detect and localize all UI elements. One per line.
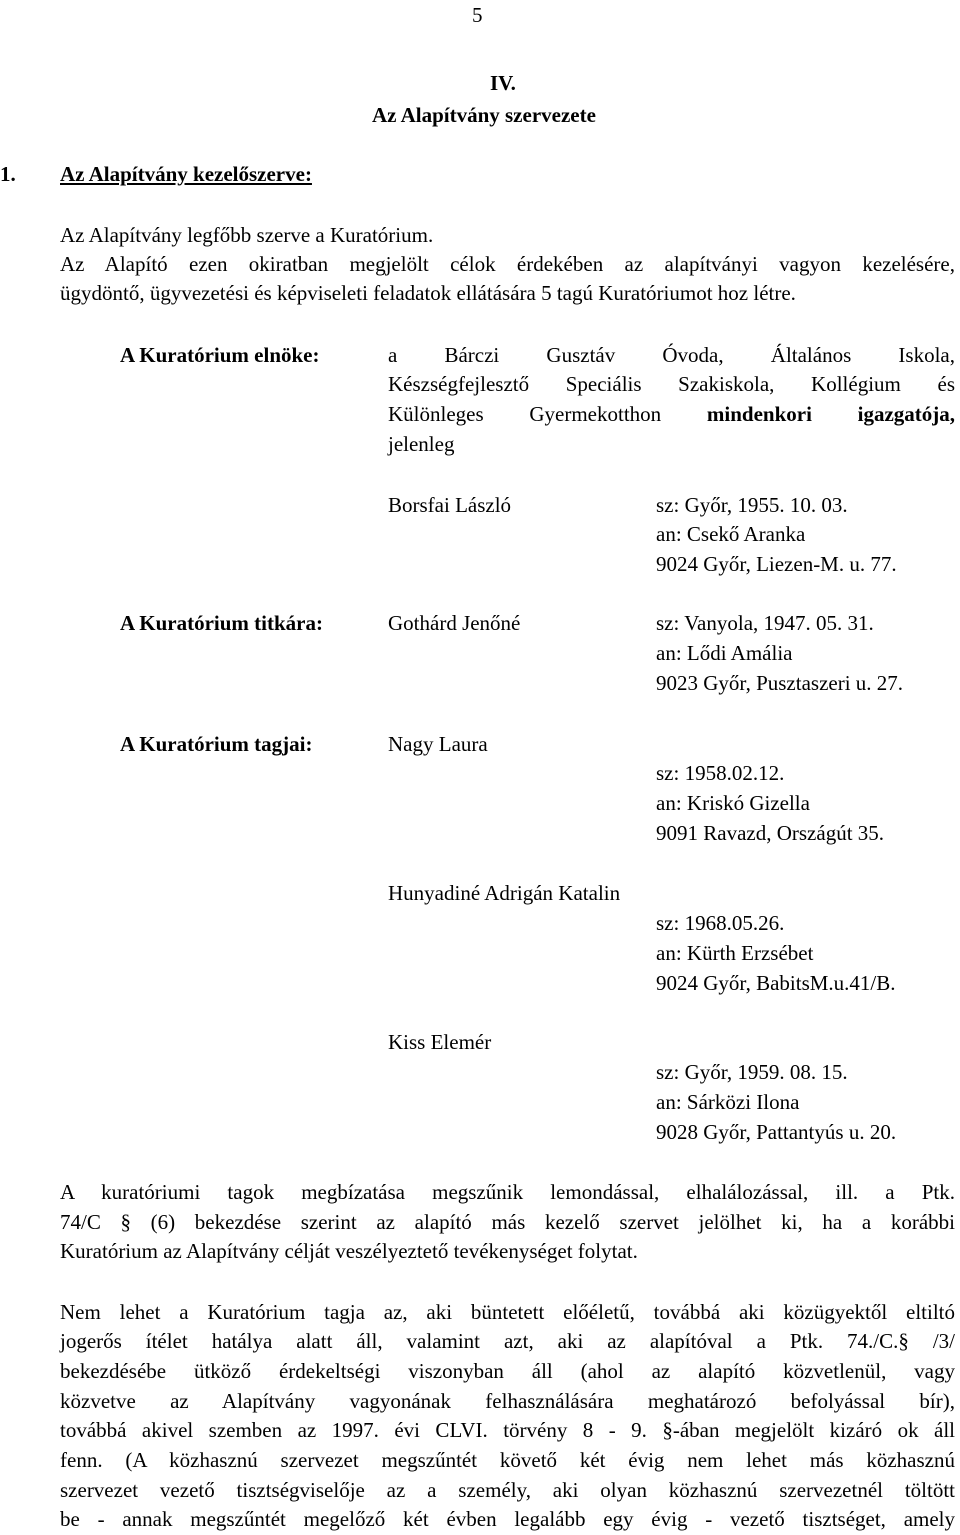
paragraph-line: A kuratóriumi tagok megbízatása megszűnik lemondással, elhalálozással, ill. a Ptk.: [60, 1180, 955, 1204]
member-address: 9091 Ravazd, Országút 35.: [656, 821, 885, 845]
chair-address: 9024 Győr, Liezen-M. u. 77.: [656, 552, 897, 576]
member-mother: an: Kürth Erzsébet: [656, 941, 814, 965]
chair-mother: an: Csekő Aranka: [656, 522, 806, 546]
intro-line: ügydöntő, ügyvezetési és képviseleti feladatok ellátására 5 tagú Kuratóriumot hoz létre.: [60, 281, 796, 305]
paragraph-line: 74/C § (6) bekezdése szerint az alapító más kezelő szervet jelölhet ki, ha a korábbi: [60, 1210, 955, 1234]
chair-description-line: [388, 399, 955, 429]
member-born: sz: 1958.02.12.: [656, 761, 785, 785]
secretary-address: 9023 Győr, Pusztaszeri u. 27.: [656, 671, 904, 695]
intro-line: Az Alapító ezen okiratban megjelölt célok érdekében az alapítványi vagyon kezelésére,: [60, 252, 955, 276]
chair-role: mindenkori igazgatója,: [706, 402, 956, 426]
subsection-title: Az Alapítvány kezelőszerve:: [60, 162, 312, 186]
chair-description-line: a Bárczi Gusztáv Óvoda, Általános Iskola,: [388, 343, 955, 367]
chair-institution: Különleges Gyermekotthon: [388, 402, 662, 426]
secretary-mother: an: Lődi Amália: [656, 641, 793, 665]
secretary-name: Gothárd Jenőné: [388, 611, 521, 635]
chair-description-line: jelenleg: [388, 432, 455, 456]
members-label: A Kuratórium tagjai:: [120, 732, 313, 756]
secretary-born: sz: Vanyola, 1947. 05. 31.: [656, 611, 874, 635]
chair-description-line: Készségfejlesztő Speciális Szakiskola, Kollégium és: [388, 372, 955, 396]
member-mother: an: Kriskó Gizella: [656, 791, 810, 815]
paragraph-line: Kuratórium az Alapítvány célját veszélyeztető tevékenységet folytat.: [60, 1239, 638, 1263]
paragraph-line: jogerős ítélet hatálya alatt áll, valamint azt, aki az alapítóval a Ptk. 74./C.§ /3/: [60, 1329, 955, 1353]
chair-label: A Kuratórium elnöke:: [120, 343, 320, 367]
paragraph-line: fenn. (A közhasznú szervezet megszűntét követő két évig nem lehet más közhasznú: [60, 1448, 955, 1472]
paragraph-line: bekezdésébe ütköző érdekeltségi viszonyban áll (ahol az alapító közvetlenül, vagy: [60, 1359, 955, 1383]
paragraph-line: közvetve az Alapítvány vagyonának felhasználására meghatározó befolyással bír),: [60, 1389, 955, 1413]
member-name: Nagy Laura: [388, 732, 488, 756]
member-address: 9028 Győr, Pattantyús u. 20.: [656, 1120, 897, 1144]
paragraph-line: Nem lehet a Kuratórium tagja az, aki büntetett előéletű, továbbá aki közügyektől eltiltó: [60, 1300, 955, 1324]
chair-name: Borsfai László: [388, 493, 512, 517]
paragraph-line: szervezet vezető tisztségviselője az a személy, aki olyan közhasznú szervezetnél töltött: [60, 1478, 955, 1502]
section-title: Az Alapítvány szervezete: [372, 103, 596, 127]
chair-born: sz: Győr, 1955. 10. 03.: [656, 493, 848, 517]
member-mother: an: Sárközi Ilona: [656, 1090, 800, 1114]
paragraph-line: be - annak megszűntét megelőző két évben legalább egy évig - vezető tisztséget, amely: [60, 1507, 955, 1531]
page-number: 5: [472, 3, 483, 27]
paragraph-line: továbbá akivel szemben az 1997. évi CLVI. törvény 8 - 9. §-ában megjelölt kizáró ok áll: [60, 1418, 955, 1442]
member-address: 9024 Győr, BabitsM.u.41/B.: [656, 971, 896, 995]
secretary-label: A Kuratórium titkára:: [120, 611, 323, 635]
member-name: Hunyadiné Adrigán Katalin: [388, 881, 621, 905]
section-number: IV.: [490, 71, 516, 95]
subsection-number: 1.: [0, 162, 16, 186]
intro-line: Az Alapítvány legfőbb szerve a Kuratórium.: [60, 223, 434, 247]
member-born: sz: 1968.05.26.: [656, 911, 785, 935]
member-born: sz: Győr, 1959. 08. 15.: [656, 1060, 848, 1084]
member-name: Kiss Elemér: [388, 1030, 492, 1054]
